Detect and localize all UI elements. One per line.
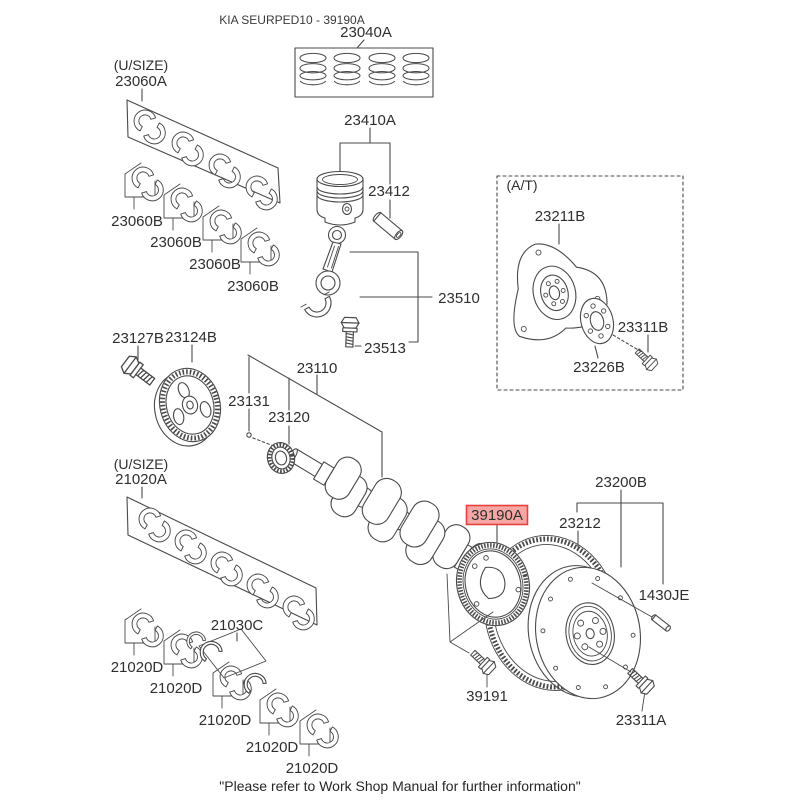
part-label-39191[interactable]: 39191: [466, 688, 508, 705]
part-label-23410a[interactable]: 23410A: [344, 112, 396, 129]
piston-pin-drawing: [372, 211, 405, 241]
part-label-23412[interactable]: 23412: [368, 183, 410, 200]
part-label-21020d-3[interactable]: 21020D: [198, 712, 252, 729]
part-label-23211b[interactable]: 23211B: [534, 208, 586, 225]
part-label-23124b[interactable]: 23124B: [165, 329, 217, 346]
page-title: KIA SEURPED10 - 39190A: [219, 13, 365, 27]
usize-lower-label: (U/SIZE): [113, 456, 169, 472]
part-label-23060b-3[interactable]: 23060B: [189, 256, 241, 273]
part-label-21020a[interactable]: 21020A: [115, 471, 167, 488]
rod-bolt-drawing: [340, 317, 359, 347]
part-label-21020d-4[interactable]: 21020D: [245, 739, 299, 756]
dowel-pin-drawing: [651, 614, 672, 632]
part-label-23110[interactable]: 23110: [296, 360, 338, 377]
part-label-21030c[interactable]: 21030C: [210, 617, 264, 634]
connecting-rod-drawing: [301, 227, 346, 323]
pulley-bolt-drawing: [119, 353, 158, 390]
part-label-21020d-1[interactable]: 21020D: [110, 659, 164, 676]
flywheel-drawing: [518, 556, 651, 708]
at-group: [495, 176, 683, 390]
main-bearing-set-drawing: [127, 487, 319, 634]
part-label-23127b[interactable]: 23127B: [112, 330, 164, 347]
pulley-drawing: [146, 361, 230, 452]
crank-sprocket-drawing: [264, 440, 298, 477]
part-label-23212[interactable]: 23212: [559, 515, 601, 532]
part-label-23040a[interactable]: 23040A: [340, 24, 392, 41]
at-label: (A/T): [506, 177, 538, 193]
part-label-23513[interactable]: 23513: [364, 340, 406, 357]
part-label-21020d-5[interactable]: 21020D: [285, 760, 339, 777]
part-label-39190a-highlighted[interactable]: 39190A: [471, 507, 523, 524]
woodruff-key-drawing: [247, 433, 251, 437]
footer-note: "Please refer to Work Shop Manual for further information": [219, 778, 581, 794]
part-label-23060b-4[interactable]: 23060B: [227, 278, 279, 295]
part-label-23311a[interactable]: 23311A: [615, 712, 667, 729]
part-label-23131[interactable]: 23131: [228, 393, 270, 410]
part-label-23311b[interactable]: 23311B: [617, 319, 669, 336]
pulley-group: [119, 345, 229, 453]
usize-upper-label: (U/SIZE): [113, 57, 169, 73]
part-label-23226b[interactable]: 23226B: [573, 359, 625, 376]
part-label-23060b-1[interactable]: 23060B: [111, 213, 163, 230]
part-label-23060a[interactable]: 23060A: [115, 73, 167, 90]
part-label-23120[interactable]: 23120: [268, 409, 310, 426]
piston-drawing: [317, 172, 363, 226]
part-label-23510[interactable]: 23510: [438, 290, 480, 307]
part-label-23060b-2[interactable]: 23060B: [150, 234, 202, 251]
part-label-23200b[interactable]: 23200B: [595, 474, 647, 491]
part-label-21020d-2[interactable]: 21020D: [149, 680, 203, 697]
part-label-1430je[interactable]: 1430JE: [638, 587, 690, 604]
rod-bracket: [350, 252, 432, 346]
sensor-wheel-bolt-drawing: [467, 647, 497, 677]
piston-ring-set-drawing: [295, 40, 433, 97]
drive-plate-bolt-drawing: [632, 346, 659, 373]
